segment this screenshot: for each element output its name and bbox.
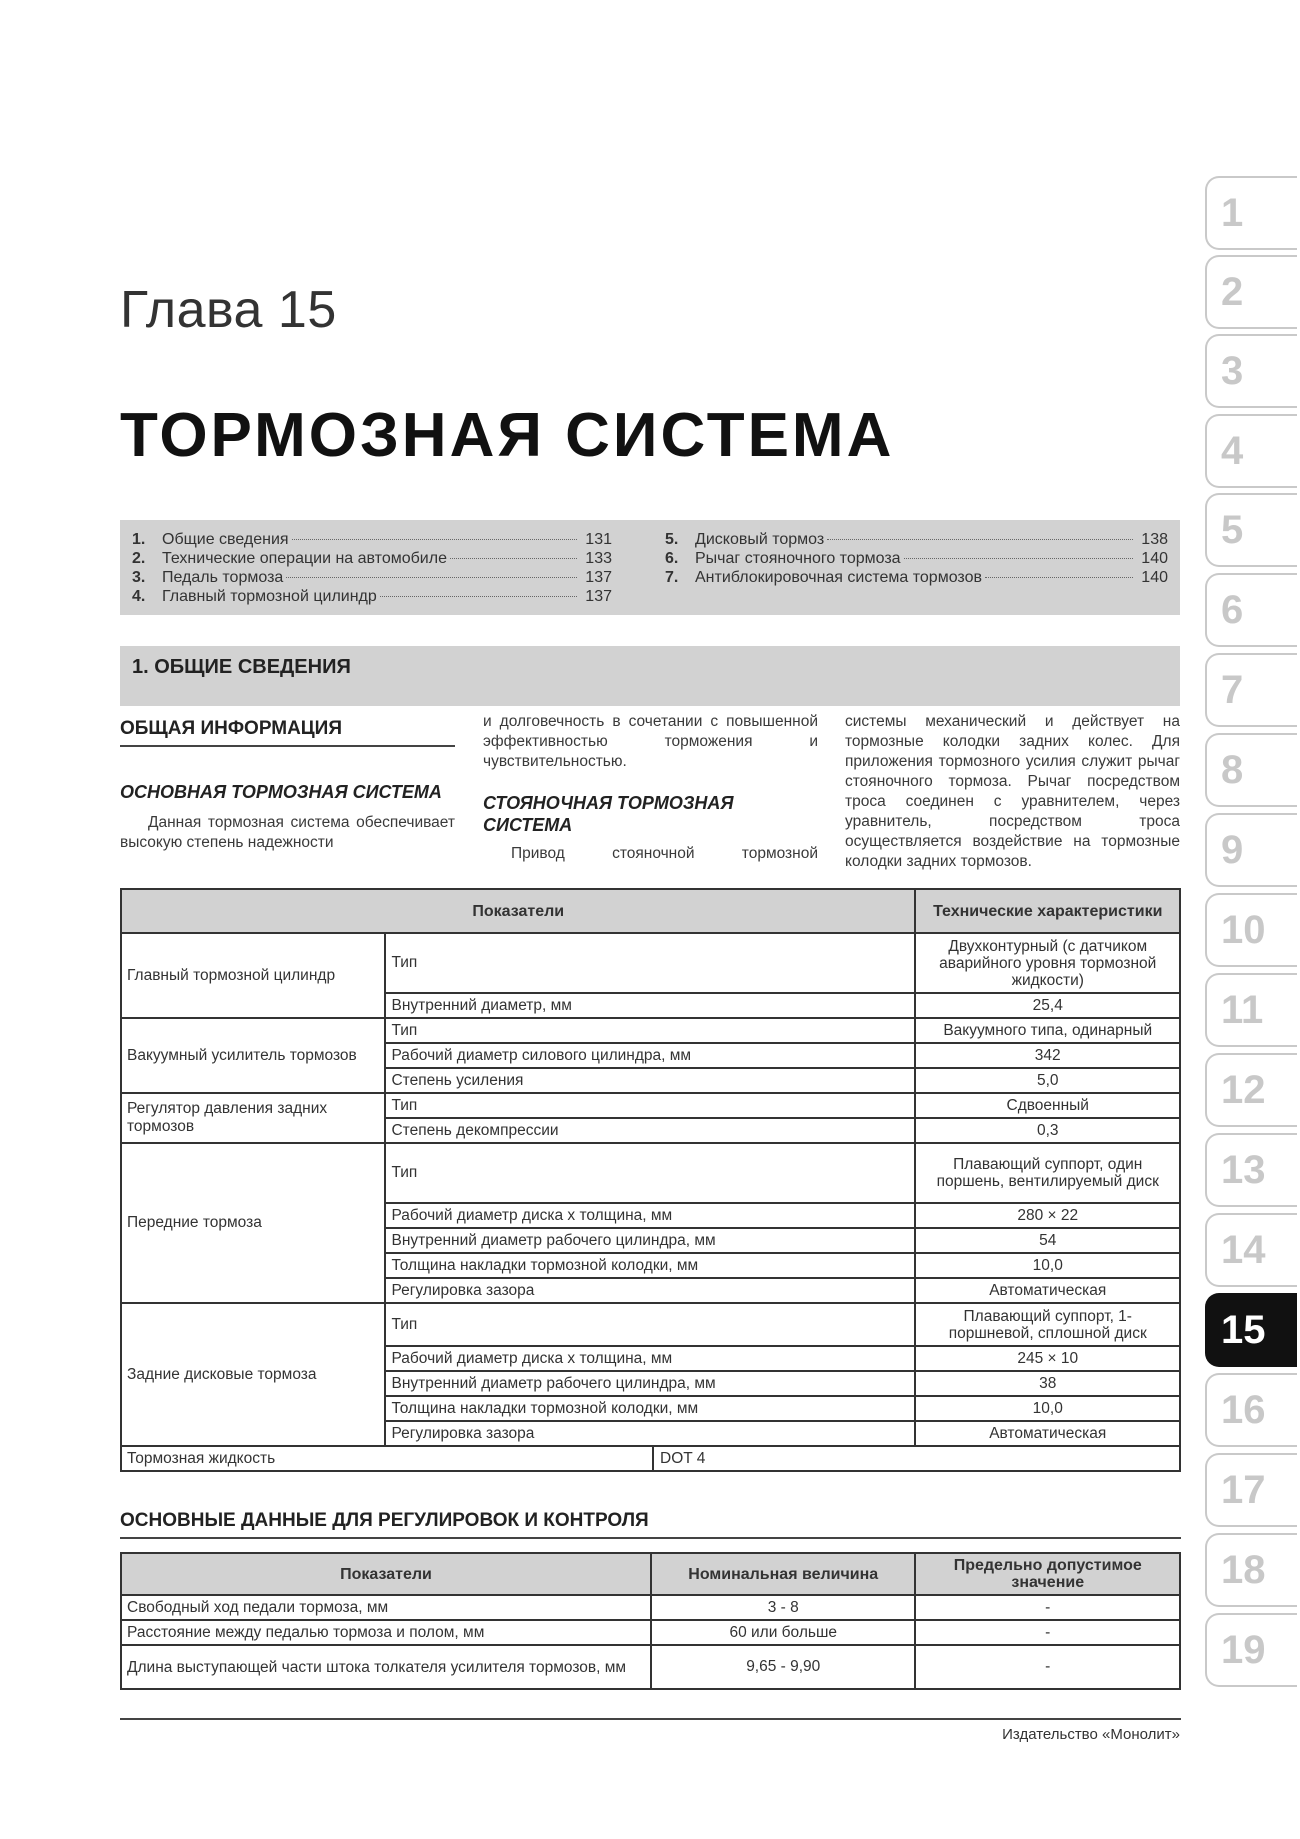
specifications-table xyxy=(120,888,1181,1472)
toc-column-left xyxy=(132,530,612,606)
toc-item-title: Рычаг стояночного тормоза xyxy=(695,550,901,567)
toc-item-page: 140 xyxy=(1141,550,1168,567)
param-cell: Рабочий диаметр силового цилиндра, мм xyxy=(385,1043,915,1068)
param-cell: Толщина накладки тормозной колодки, мм xyxy=(385,1396,915,1421)
value-cell: DOT 4 xyxy=(660,1450,706,1467)
value-cell: 245 × 10 xyxy=(915,1346,1180,1371)
toc-item-number: 7. xyxy=(665,569,679,586)
param-cell: Регулировка зазора xyxy=(385,1278,915,1303)
value-cell: Автоматическая xyxy=(915,1421,1180,1446)
toc-item[interactable] xyxy=(132,530,612,549)
value-cell: 10,0 xyxy=(915,1396,1180,1421)
footer-divider xyxy=(120,1718,1181,1720)
toc-item-number: 2. xyxy=(132,550,146,567)
param-cell: Степень усиления xyxy=(385,1068,915,1093)
toc-item-page: 137 xyxy=(585,569,612,586)
value-cell: Плавающий суппорт, 1-поршневой, сплошной диск xyxy=(915,1303,1180,1346)
param-cell: Внутренний диаметр рабочего цилиндра, мм xyxy=(385,1228,915,1253)
value-cell: 280 × 22 xyxy=(915,1203,1180,1228)
table-row xyxy=(121,1446,1180,1471)
chapter-tab-3[interactable]: 3 xyxy=(1205,334,1297,408)
value-cell: Сдвоенный xyxy=(915,1093,1180,1118)
text-column-2 xyxy=(483,712,818,864)
toc-item-number: 5. xyxy=(665,531,679,548)
toc-column-right xyxy=(665,530,1168,587)
column-header: Предельно допустимое значение xyxy=(915,1553,1180,1595)
toc-item-page: 140 xyxy=(1141,569,1168,586)
chapter-tab-10[interactable]: 10 xyxy=(1205,893,1297,967)
group-name: Главный тормозной цилиндр xyxy=(121,933,385,1018)
toc-item[interactable] xyxy=(665,568,1168,587)
text-column-1 xyxy=(120,712,455,853)
chapter-tab-9[interactable]: 9 xyxy=(1205,813,1297,887)
param-cell: Рабочий диаметр диска х толщина, мм xyxy=(385,1346,915,1371)
param-cell: Тип xyxy=(385,1143,915,1203)
nominal-cell: 9,65 - 9,90 xyxy=(651,1645,915,1689)
value-cell: 10,0 xyxy=(915,1253,1180,1278)
column-header: Технические характеристики xyxy=(915,889,1180,933)
main-system-paragraph: Данная тормозная система обеспечивает высокую степень надежности xyxy=(120,814,455,851)
toc-item-number: 4. xyxy=(132,588,146,605)
limit-cell: - xyxy=(915,1595,1180,1620)
param-cell: Расстояние между педалью тормоза и полом, мм xyxy=(121,1620,651,1645)
column-header: Показатели xyxy=(121,889,915,933)
toc-item-number: 3. xyxy=(132,569,146,586)
limit-cell: - xyxy=(915,1645,1180,1689)
value-cell: 0,3 xyxy=(915,1118,1180,1143)
toc-item[interactable] xyxy=(132,587,612,606)
chapter-tab-19[interactable]: 19 xyxy=(1205,1613,1297,1687)
continuation-paragraph: и долговечность в сочетании с повышенной эффективностью торможения и чувствительностью. xyxy=(483,713,818,770)
publisher-footer: Издательство «Монолит» xyxy=(1002,1726,1180,1743)
param-cell: Тип xyxy=(385,1018,915,1043)
chapter-tab-2[interactable]: 2 xyxy=(1205,255,1297,329)
chapter-tab-5[interactable]: 5 xyxy=(1205,493,1297,567)
chapter-tab-6[interactable]: 6 xyxy=(1205,573,1297,647)
toc-item-page: 138 xyxy=(1141,531,1168,548)
nominal-cell: 3 - 8 xyxy=(651,1595,915,1620)
toc-item-number: 6. xyxy=(665,550,679,567)
toc-item[interactable] xyxy=(665,530,1168,549)
toc-item-number: 1. xyxy=(132,531,146,548)
column-header: Показатели xyxy=(121,1553,651,1595)
chapter-tab-18[interactable]: 18 xyxy=(1205,1533,1297,1607)
section-header-bar xyxy=(120,646,1180,706)
chapter-tab-13[interactable]: 13 xyxy=(1205,1133,1297,1207)
group-name: Задние дисковые тормоза xyxy=(121,1303,385,1446)
chapter-title: ТОРМОЗНАЯ СИСТЕМА xyxy=(120,401,895,470)
group-name: Вакуумный усилитель тормозов xyxy=(121,1018,385,1093)
main-system-heading: ОСНОВНАЯ ТОРМОЗНАЯ СИСТЕМА xyxy=(120,782,442,802)
general-info-heading: ОБЩАЯ ИНФОРМАЦИЯ xyxy=(120,719,455,747)
nominal-cell: 60 или больше xyxy=(651,1620,915,1645)
adjustments-heading: ОСНОВНЫЕ ДАННЫЕ ДЛЯ РЕГУЛИРОВОК И КОНТРОЛЯ xyxy=(120,1510,1181,1539)
value-cell: Автоматическая xyxy=(915,1278,1180,1303)
chapter-label: Глава 15 xyxy=(120,281,337,339)
param-cell: Регулировка зазора xyxy=(385,1421,915,1446)
toc-item-title: Антиблокировочная система тормозов xyxy=(695,569,982,586)
parking-system-paragraph: Привод стояночной тормозной xyxy=(511,845,818,862)
adjustments-table xyxy=(120,1552,1181,1690)
value-cell: 25,4 xyxy=(915,993,1180,1018)
chapter-tab-16[interactable]: 16 xyxy=(1205,1373,1297,1447)
text-column-3 xyxy=(845,712,1180,872)
toc-item-page: 133 xyxy=(585,550,612,567)
chapter-tab-17[interactable]: 17 xyxy=(1205,1453,1297,1527)
toc-item[interactable] xyxy=(132,549,612,568)
toc-item-title: Технические операции на автомобиле xyxy=(162,550,447,567)
param-cell: Внутренний диаметр, мм xyxy=(385,993,915,1018)
toc-item[interactable] xyxy=(665,549,1168,568)
param-cell: Тип xyxy=(385,1093,915,1118)
chapter-tab-15-active[interactable]: 15 xyxy=(1205,1293,1297,1367)
value-cell: 342 xyxy=(915,1043,1180,1068)
parking-system-heading: СТОЯНОЧНАЯ ТОРМОЗНАЯ СИСТЕМА xyxy=(483,793,734,835)
chapter-tab-12[interactable]: 12 xyxy=(1205,1053,1297,1127)
param-cell: Толщина накладки тормозной колодки, мм xyxy=(385,1253,915,1278)
toc-item-title: Педаль тормоза xyxy=(162,569,284,586)
value-cell: Вакуумного типа, одинарный xyxy=(915,1018,1180,1043)
value-cell: Плавающий суппорт, один поршень, вентилируемый диск xyxy=(915,1143,1180,1203)
chapter-tab-7[interactable]: 7 xyxy=(1205,653,1297,727)
toc-item-page: 137 xyxy=(585,588,612,605)
param-cell: Степень декомпрессии xyxy=(385,1118,915,1143)
toc-item-title: Общие сведения xyxy=(162,531,289,548)
column-header: Номинальная величина xyxy=(651,1553,915,1595)
chapter-tab-8[interactable]: 8 xyxy=(1205,733,1297,807)
value-cell: Двухконтурный (с датчиком аварийного уровня тормозной жидкости) xyxy=(915,933,1180,993)
param-cell: Свободный ход педали тормоза, мм xyxy=(121,1595,651,1620)
toc-item-page: 131 xyxy=(585,531,612,548)
param-cell: Длина выступающей части штока толкателя усилителя тормозов, мм xyxy=(121,1645,651,1689)
group-name: Передние тормоза xyxy=(121,1143,385,1303)
toc-item-title: Дисковый тормоз xyxy=(695,531,825,548)
limit-cell: - xyxy=(915,1620,1180,1645)
param-cell: Тип xyxy=(385,1303,915,1346)
param-cell: Тормозная жидкость xyxy=(122,1447,654,1470)
value-cell: 54 xyxy=(915,1228,1180,1253)
parking-system-continuation: системы механический и действует на тормозные колодки задних колес. Для приложения тормозного усилия служит рычаг стояночного тормоза. Рычаг посредством троса соединен с уравнителем, через уравнитель, посредством троса осуществляется воздействие на тормозные колодки задних тормозов. xyxy=(845,713,1180,870)
table-of-contents xyxy=(120,520,1180,615)
chapter-tab-4[interactable]: 4 xyxy=(1205,414,1297,488)
param-cell: Тип xyxy=(385,933,915,993)
section-title: 1. ОБЩИЕ СВЕДЕНИЯ xyxy=(132,656,351,678)
param-cell: Рабочий диаметр диска х толщина, мм xyxy=(385,1203,915,1228)
chapter-tab-1[interactable]: 1 xyxy=(1205,176,1297,250)
param-cell: Внутренний диаметр рабочего цилиндра, мм xyxy=(385,1371,915,1396)
value-cell: 5,0 xyxy=(915,1068,1180,1093)
value-cell: 38 xyxy=(915,1371,1180,1396)
chapter-tab-11[interactable]: 11 xyxy=(1205,973,1297,1047)
toc-item-title: Главный тормозной цилиндр xyxy=(162,588,377,605)
toc-item[interactable] xyxy=(132,568,612,587)
chapter-tab-14[interactable]: 14 xyxy=(1205,1213,1297,1287)
group-name: Регулятор давления задних тормозов xyxy=(121,1093,385,1143)
